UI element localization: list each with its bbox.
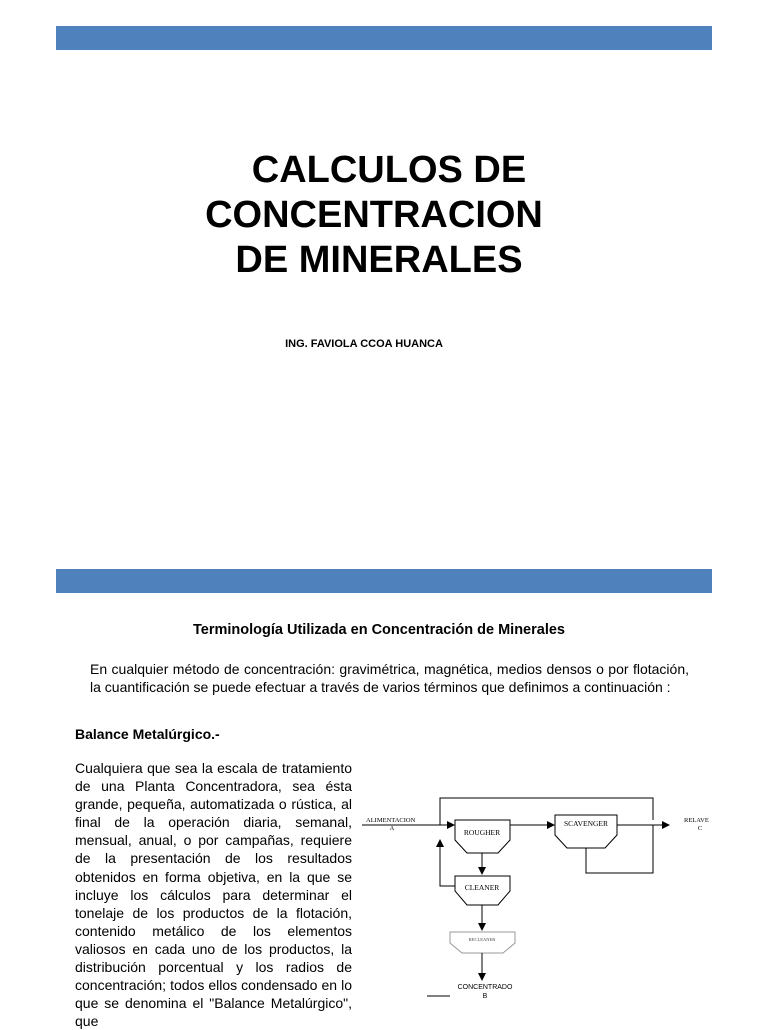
author-name: ING. FAVIOLA CCOA HUANCA	[285, 338, 443, 350]
title-line-1: CALCULOS DE	[251, 149, 527, 191]
flotation-flowsheet-diagram	[360, 795, 750, 1025]
section-header-bar	[56, 569, 712, 593]
section-title: Terminología Utilizada en Concentración de Minerales	[193, 622, 565, 638]
feed-label-line-1: ALIMENTACION	[366, 817, 416, 824]
balance-paragraph: Cualquiera que sea la escala de tratamiento de una Planta Concentradora, sea ésta grande, pequeña, automatizada o rústica, al final de la operación diaria, semanal, mensual, anual, o por campañas, requiere de la presentación de los resultados obtenidos en forma objetiva, en la que se incluye los cálculos para determinar el tonelaje de los productos de la flotación, contenido metálico de los elementos valiosos en cada uno de los productos, la distribución porcentual y los radios de concentración; todos ellos condensado en lo que se denomina el "Balance Metalúrgico", que	[75, 760, 352, 1030]
tailings-label-line-2: C	[697, 825, 703, 832]
rougher-label: ROUGHER	[463, 828, 501, 837]
feed-label-line-2: A	[389, 825, 395, 832]
recleaner-cell	[450, 932, 515, 953]
top-header-bar	[56, 26, 712, 50]
slide-title	[0, 148, 768, 283]
concentrate-label-line-1: CONCENTRADO	[457, 984, 513, 991]
tailings-label-line-1: RELAVE	[684, 817, 709, 824]
scavenger-label: SCAVENGER	[563, 819, 609, 828]
title-line-3: DE MINERALES	[235, 239, 523, 281]
balance-heading: Balance Metalúrgico.-	[75, 726, 220, 742]
intro-paragraph: En cualquier método de concentración: gravimétrica, magnética, medios densos o por flotación, la cuantificación se puede efectuar a través de varios términos que definimos a continuación :	[90, 661, 689, 695]
title-line-2: CONCENTRACION	[205, 194, 543, 236]
concentrate-label-line-2: B	[482, 993, 488, 1000]
cleaner-label: CLEANER	[464, 883, 500, 892]
cleaner-return-arrow	[440, 840, 455, 886]
recleaner-label: RECLEANER	[468, 937, 496, 942]
